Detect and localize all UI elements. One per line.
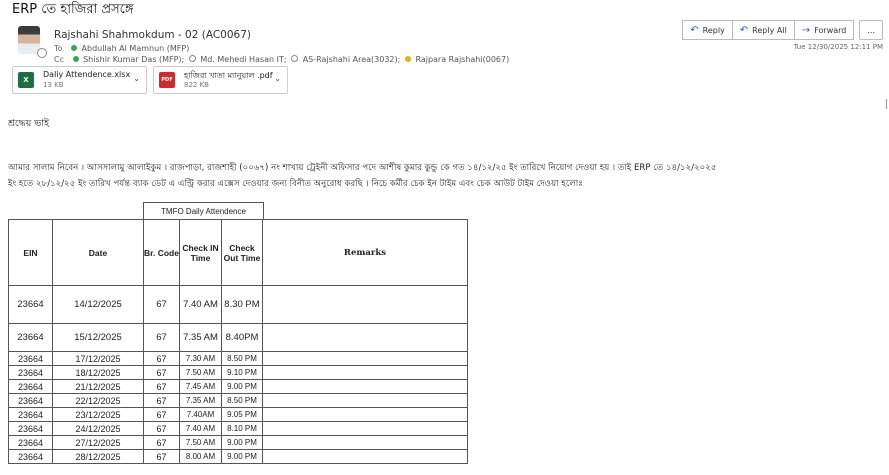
- table-row: [9, 324, 468, 352]
- chevron-down-icon[interactable]: ⌄: [274, 74, 281, 83]
- attachment-size: 13 KB: [43, 81, 64, 89]
- forward-icon: →: [801, 24, 811, 36]
- to-line: [54, 44, 189, 53]
- cell-ein: 23664: [9, 450, 53, 464]
- cell-ein: 23664: [9, 380, 53, 394]
- cell-date: 22/12/2025: [53, 394, 144, 408]
- cell-branch-code: 67: [144, 380, 180, 394]
- cell-check-in: 7.50 AM: [180, 366, 222, 380]
- cell-date: 24/12/2025: [53, 422, 144, 436]
- cell-ein: 23664: [9, 436, 53, 450]
- cell-check-in: 7.40 AM: [180, 286, 222, 324]
- cell-ein: 23664: [9, 352, 53, 366]
- presence-status-icon: [37, 48, 47, 58]
- table-row: [9, 408, 468, 422]
- body-paragraph-line: আমার সালাম নিবেন । আসসালামু আলাইকুম । রাজপাড়া, রাজশাহী (০০৬৭) নং শাখায় ট্রেইনী অফিসার পদে আশীষ কুমার কুন্ডু কে গত ১৪/১২/২৫ ইং তারিখে নিয়োগ দেওয়া হয় । তাই ERP তে ১৪/১২/২০২৫: [8, 163, 717, 173]
- attachment-pdf[interactable]: [153, 66, 288, 94]
- cell-check-in: 8.00 AM: [180, 450, 222, 464]
- table-header-row: [9, 220, 468, 286]
- attachment-name: হাজিরা খাতা ম্যানুয়াল .pdf: [184, 71, 273, 80]
- cell-check-out: 8.50 PM: [222, 394, 263, 408]
- reply-button[interactable]: ↶ Reply: [682, 20, 733, 40]
- table-row: [9, 352, 468, 366]
- cell-date: 17/12/2025: [53, 352, 144, 366]
- attendance-table: [8, 219, 468, 464]
- forward-button[interactable]: → Forward: [794, 20, 855, 40]
- cell-date: 18/12/2025: [53, 366, 144, 380]
- presence-offline-icon: [189, 55, 196, 62]
- presence-available-icon: [73, 56, 79, 62]
- cell-check-in: 7.50 AM: [180, 436, 222, 450]
- cell-branch-code: 67: [144, 436, 180, 450]
- presence-available-icon: [71, 45, 77, 51]
- header-date: Date: [53, 220, 144, 286]
- cell-date: 27/12/2025: [53, 436, 144, 450]
- cell-branch-code: 67: [144, 450, 180, 464]
- header-check-out: Check Out Time: [222, 220, 263, 286]
- header-ein: EIN: [9, 220, 53, 286]
- attachment-size: 822 KB: [184, 81, 209, 89]
- table-row: [9, 394, 468, 408]
- cell-branch-code: 67: [144, 352, 180, 366]
- cell-date: 21/12/2025: [53, 380, 144, 394]
- cell-check-in: 7.45 AM: [180, 380, 222, 394]
- recipient-cc[interactable]: Md. Mehedi Hasan IT;: [200, 55, 287, 64]
- cell-check-out: 9.00 PM: [222, 380, 263, 394]
- chevron-down-icon[interactable]: ⌄: [133, 74, 140, 83]
- table-row: [9, 380, 468, 394]
- cell-ein: 23664: [9, 394, 53, 408]
- reply-all-button[interactable]: ↶ Reply All: [732, 20, 795, 40]
- cell-check-in: 7.35 AM: [180, 324, 222, 352]
- cell-check-out: 8.30 PM: [222, 286, 263, 324]
- cell-remarks: [263, 366, 468, 380]
- cc-label: Cc: [54, 55, 64, 64]
- table-row: [9, 450, 468, 464]
- recipient-to[interactable]: Abdullah Al Mamnun (MFP): [81, 44, 190, 53]
- email-subject: ERP তে হাজিরা প্রসঙ্গে: [12, 2, 134, 17]
- reply-icon: ↶: [690, 24, 699, 36]
- cell-check-out: 8.50 PM: [222, 352, 263, 366]
- reply-all-icon: ↶: [739, 24, 749, 36]
- recipient-cc[interactable]: AS-Rajshahi Area(3032);: [302, 55, 401, 64]
- cell-date: 14/12/2025: [53, 286, 144, 324]
- recipient-cc[interactable]: Rajpara Rajshahi(0067): [415, 55, 510, 64]
- cell-check-in: 7.40AM: [180, 408, 222, 422]
- cell-check-out: 9.05 PM: [222, 408, 263, 422]
- cell-check-in: 7.35 AM: [180, 394, 222, 408]
- message-actions: [683, 20, 883, 40]
- recipient-cc[interactable]: Shishir Kumar Das (MFP);: [83, 55, 185, 64]
- cell-remarks: [263, 286, 468, 324]
- cell-ein: 23664: [9, 324, 53, 352]
- greeting-text: শ্রদ্ধেয় ভাই: [8, 118, 50, 129]
- cell-remarks: [263, 422, 468, 436]
- table-row: [9, 286, 468, 324]
- cell-remarks: [263, 436, 468, 450]
- header-check-in: Check IN Time: [180, 220, 222, 286]
- attachment-xlsx[interactable]: [12, 66, 147, 94]
- table-row: [9, 366, 468, 380]
- cell-check-out: 9.10 PM: [222, 366, 263, 380]
- scrollbar[interactable]: [886, 99, 887, 109]
- cell-branch-code: 67: [144, 366, 180, 380]
- cell-remarks: [263, 408, 468, 422]
- cell-check-in: 7.40 AM: [180, 422, 222, 436]
- attachment-name: Daliy Attendence.xlsx: [43, 70, 131, 79]
- cell-check-out: 8.10 PM: [222, 422, 263, 436]
- sender-name[interactable]: Rajshahi Shahmokdum - 02 (AC0067): [54, 29, 251, 41]
- cell-remarks: [263, 450, 468, 464]
- cell-ein: 23664: [9, 408, 53, 422]
- more-actions-button[interactable]: ...: [859, 20, 883, 40]
- table-row: [9, 422, 468, 436]
- received-date: Tue 12/30/2025 12:11 PM: [793, 43, 883, 51]
- cell-remarks: [263, 352, 468, 366]
- excel-file-icon: X: [18, 72, 34, 88]
- header-branch-code: Br. Code: [144, 220, 180, 286]
- to-label: To: [54, 44, 63, 53]
- cell-check-out: 9.00 PM: [222, 450, 263, 464]
- cell-ein: 23664: [9, 422, 53, 436]
- cell-branch-code: 67: [144, 394, 180, 408]
- cell-branch-code: 67: [144, 286, 180, 324]
- cell-remarks: [263, 380, 468, 394]
- cell-remarks: [263, 394, 468, 408]
- cell-date: 15/12/2025: [53, 324, 144, 352]
- table-caption: TMFO Daily Attendence: [143, 202, 264, 220]
- cc-line: [54, 55, 509, 64]
- cell-remarks: [263, 324, 468, 352]
- cell-date: 23/12/2025: [53, 408, 144, 422]
- presence-away-icon: [405, 56, 411, 62]
- presence-offline-icon: [291, 55, 298, 62]
- body-paragraph-line: ইং হতে ২৮/১২/২৫ ইং তারিখ পর্যন্ত ব্যাক ডেট এ এন্ট্রি করার এক্সেস দেওয়ার জন্য বিনীত অনুরোধ করছি । নিচে কর্মীর চেক ইন টাইম এবং চেক আউট টাইম দেওয়া হলোঃ: [8, 179, 583, 189]
- cell-check-out: 8.40PM: [222, 324, 263, 352]
- cell-ein: 23664: [9, 286, 53, 324]
- cell-check-out: 9.00 PM: [222, 436, 263, 450]
- header-remarks: Remarks: [263, 220, 468, 286]
- cell-branch-code: 67: [144, 408, 180, 422]
- cell-ein: 23664: [9, 366, 53, 380]
- cell-date: 28/12/2025: [53, 450, 144, 464]
- cell-branch-code: 67: [144, 422, 180, 436]
- cell-branch-code: 67: [144, 324, 180, 352]
- cell-check-in: 7.30 AM: [180, 352, 222, 366]
- table-row: [9, 436, 468, 450]
- pdf-file-icon: PDF: [159, 72, 175, 88]
